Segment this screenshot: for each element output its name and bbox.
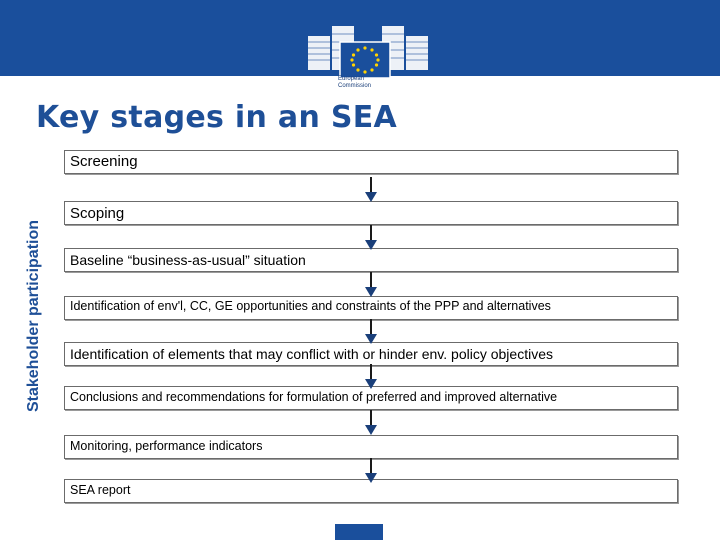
footer-bar [335, 524, 383, 540]
european-commission-logo [306, 14, 430, 110]
stage-label-conclusions: Conclusions and recommendations for formulation of preferred and improved alternative [70, 390, 558, 404]
stakeholder-participation-label: Stakeholder participation [25, 219, 42, 413]
arrow-down-icon [365, 364, 377, 390]
arrow-down-icon [365, 177, 377, 203]
stage-label-baseline: Baseline “business-as-usual” situation [70, 252, 306, 268]
stage-label-opportunities: Identification of env'l, CC, GE opportunities and constraints of the PPP and alternatives [70, 299, 551, 313]
arrow-down-icon [365, 410, 377, 436]
stage-label-sea-report: SEA report [70, 483, 131, 497]
stage-label-policy-conflicts: Identification of elements that may conflict with or hinder env. policy objectives [70, 346, 553, 362]
stage-label-monitoring: Monitoring, performance indicators [70, 439, 263, 453]
stage-box-scoping [64, 201, 678, 225]
stage-box-screening [64, 150, 678, 174]
page-title: Key stages in an SEA [36, 100, 398, 135]
stage-label-scoping: Scoping [70, 205, 125, 222]
stage-label-screening: Screening [70, 153, 138, 170]
arrow-down-icon [365, 319, 377, 345]
arrow-down-icon [365, 225, 377, 251]
arrow-down-icon [365, 458, 377, 484]
logo-text: European Commission [338, 76, 372, 89]
arrow-down-icon [365, 272, 377, 298]
